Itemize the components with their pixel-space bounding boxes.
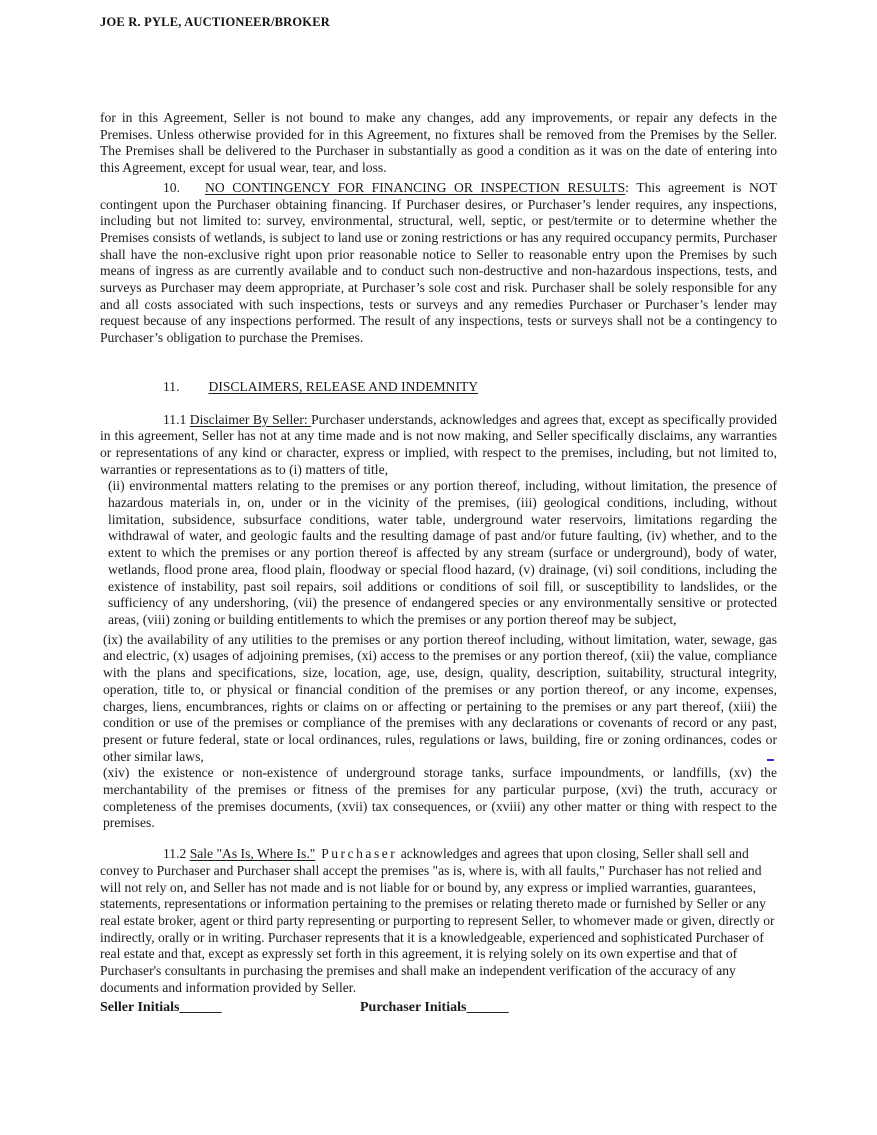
paragraph-intro: for in this Agreement, Seller is not bound to make any changes, add any improvements, or repair any defects in the Premises. Unless otherwise provided for in this Agreement, no fixtures shall be removed from the Premises by the Seller. The Premises shall be delivered to the Purchaser in substantially as good a condition as it was on the date of entering into this Agreement, except for usual wear, tear, and loss.: [100, 110, 777, 176]
clause-11-1-paragraph: [100, 412, 777, 479]
section-11-heading-line: [100, 379, 777, 396]
clause-11-2-lead: Sale "As Is, Where Is.": [189, 846, 316, 862]
clause-11-2-paragraph: [100, 846, 777, 996]
clause-11-2-body: acknowledges and agrees that upon closing, Seller shall sell and convey to Purchaser and Purchaser shall accept the premises "as is, where is, with all faults," Purchaser has not relied and will not rely on, and Seller has not made and is not liable for or bound by, any express or implied warranties, guarantees, statements, representations or information pertaining to the premises or relating thereto made or furnished by Seller or any real estate broker, agent or third party representing or purporting to represent Seller, to whomever made or given, directly or indirectly, orally or in writing. Purchaser represents that it is a knowledgeable, experienced and sophisticated Purchaser of real estate and that, except as expressly set forth in this agreement, it is relying solely on its own expertise and that of Purchaser's consultants in purchasing the premises and shall make an independent verification of the accuracy of any documents and information provided by Seller.: [100, 846, 775, 995]
clause-11-1-body: Purchaser understands, acknowledges and agrees that, except as specifically provided in this agreement, Seller has not at any time made and is not now making, and Seller specifically disclaims, any warranties or representations of any kind or character, express or implied, with respect to the premises, including, but not limited to, warranties or representations as to (i) matters of title,: [100, 411, 778, 477]
document-header: JOE R. PYLE, AUCTIONEER/BROKER: [100, 15, 330, 29]
purchaser-initials-label: Purchaser Initials: [360, 1000, 467, 1016]
seller-initials-field: [100, 1000, 221, 1017]
purchaser-initials-blank-line: ______: [466, 1000, 509, 1016]
section-10-number: 10.: [163, 179, 180, 195]
clause-11-2-number: 11.2: [163, 846, 190, 862]
clause-11-1-block-ix-xiii: (ix) the availability of any utilities to the premises or any portion thereof including, without limitation, water, sewage, gas and electric, (x) usages of adjoining premises, (xi) access to the premises or any portion thereof, (xii) the value, compliance with the plans and specifications, size, location, age, use, design, quality, description, suitability, structural integrity, operation, title to, or physical or financial condition of the premises or any portion thereof, or any income, expenses, charges, liens, encumbrances, rights or claims on or affecting or pertaining to the premises or any part thereof, (xiii) the condition or use of the premises or compliance of the premises with any declarations or covenants of record or any past, present or future federal, state or local ordinances, rules, regulations or laws, building, fire or zoning ordinances, codes or other similar laws,: [103, 631, 777, 764]
clause-11-1-lead: Disclaimer By Seller:: [189, 411, 312, 427]
document-body: [100, 110, 777, 1020]
purchaser-initials-field: [360, 1000, 508, 1017]
blue-dash-annotation: [767, 759, 774, 761]
section-10-paragraph: [100, 180, 777, 347]
clause-11-1-number: 11.1: [163, 411, 190, 427]
section-11-number: 11.: [163, 378, 180, 394]
clause-11-2-spaced-word: Purchaser: [315, 846, 398, 862]
clause-11-1-block-xiv-xviii: (xiv) the existence or non-existence of underground storage tanks, surface impoundments, or landfills, (xv) the merchantability of the premises or fitness of the premises for any particular purpose, (xvi) the truth, accuracy or completeness of the premises documents, (xvii) tax consequences, or (xviii) any other matter or thing with respect to the premises.: [103, 765, 777, 831]
seller-initials-blank-line: ______: [179, 1000, 222, 1016]
initials-row: [100, 1000, 777, 1020]
clause-11-1-block-ii-viii: (ii) environmental matters relating to the premises or any portion thereof, including, without limitation, the presence of hazardous materials in, on, under or in the vicinity of the premises, (iii) geological conditions, including, without limitation, subsidence, subsurface conditions, water table, underground water reservoirs, limitations regarding the withdrawal of water, and geologic faults and the resulting damage of past and/or future faulting, (iv) whether, and to the extent to which the premises or any portion thereof is affected by any stream (surface or underground), body of water, wetlands, flood prone area, flood plain, floodway or special flood hazard, (v) drainage, (vi) soil conditions, including the existence of instability, past soil repairs, soil additions or conditions of soil fill, or susceptibility to landslides, or the sufficiency of any undershoring, (vii) the presence of endangered species or any environmentally sensitive or protected areas, (viii) zoning or building entitlements to which the premises or any portion thereof may be subject,: [108, 478, 777, 627]
section-10-heading: NO CONTINGENCY FOR FINANCING OR INSPECTION RESULTS: [205, 179, 626, 195]
section-11-heading: DISCLAIMERS, RELEASE AND INDEMNITY: [208, 378, 479, 394]
seller-initials-label: Seller Initials: [100, 1000, 180, 1016]
section-10-body: : This agreement is NOT contingent upon the Purchaser obtaining financing. If Purchaser desires, or Purchaser’s lender requires, any inspections, including but not limited to: survey, environmental, structural, well, septic, or pest/termite or to determine whether the Premises consists of wetlands, is subject to land use or zoning restrictions or has any required occupancy permits, Purchaser shall have the non-exclusive right upon prior reasonable notice to Seller to reasonable entry upon the Premises by such means of ingress as are currently available and to conduct such non-destructive and non-hazardous inspections, tests, and surveys as Purchaser may deem appropriate, at Purchaser’s sole cost and risk. Purchaser shall be solely responsible for any and all costs associated with such inspections, tests or surveys and any remedies Purchaser or Purchaser’s lender may request because of any inspections performed. The result of any inspections, tests or surveys shall not be a contingency to Purchaser’s obligation to purchase the Premises.: [100, 179, 777, 346]
